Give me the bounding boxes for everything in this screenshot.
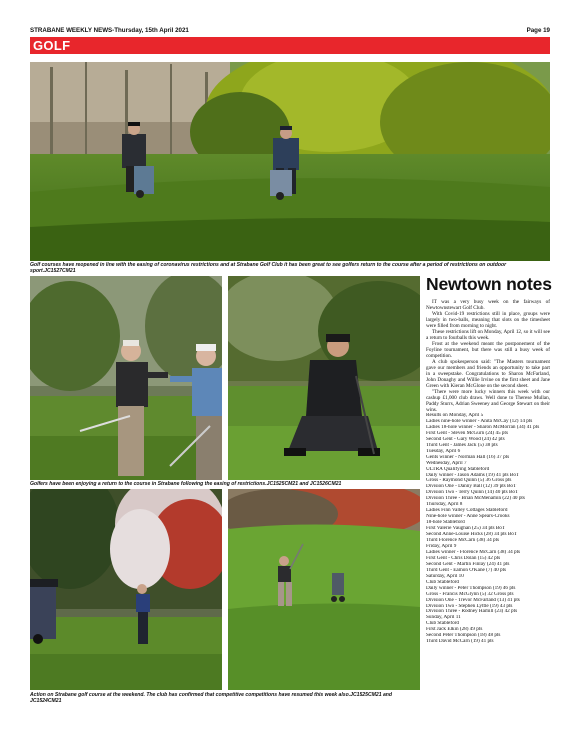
article-headline: Newtown notes (426, 274, 552, 294)
result-line: Division Two - Terry Quinn (14) 40 pts BoT (426, 490, 519, 496)
result-line: Club Stableford (426, 579, 459, 585)
article-paragraph: With Covid-19 restrictions still in place, groups were largely in two-balls, meaning that slots on the timesheet were filled from morning to night. (426, 311, 550, 329)
photo-swinging-golfer (228, 489, 420, 690)
result-line: Tuesday, April 6 (426, 448, 461, 454)
result-line: Nine-hole winner - Anne Spears-Crooks (426, 514, 510, 520)
result-line: Sunday, April 11 (426, 615, 461, 621)
article-paragraph: These restrictions lift on Monday, April 12, so it will see a return to fourballs this week. (426, 329, 550, 341)
photo-swinging-golfer-image (228, 489, 420, 690)
results-list (426, 413, 550, 645)
page-number: Page 19 (526, 27, 550, 34)
result-line: Results on Monday, April 5 (426, 413, 484, 418)
result-line: First Valerie Vaughan (25) 34 pts BoT (426, 526, 506, 532)
caption-top: Golf courses have reopened in line with the easing of coronavirus restrictions and at Strabane Golf Club it has been great to see golfers return to the course after a period of restrictions on outdoor sport.JC1527CM21 (30, 262, 507, 275)
result-line: Division Three - Rodney Hamill (23) 42 pts (426, 609, 518, 615)
article-paragraph: A club spokesperson said: "The Masters tournament gave our members and friends an opportunity to take part in a sweepstake. Congratulations to Sharon McFarland, John Donaghy and Willie Irvine on the first sheet and Jane Green with Kieran McGlone on the second sheet. (426, 359, 550, 389)
result-line: Friday, April 9 (426, 543, 457, 549)
photo-top-golfers (30, 62, 550, 261)
result-line: Division One - Danny Ball (12) 39 pts BoT (426, 484, 517, 490)
result-line: Second Peter Thompson (18) 48 pts (426, 633, 501, 639)
section-title: GOLF (33, 38, 71, 53)
photo-blossom-golfer-image (30, 489, 222, 690)
photo-crouching-golfer (228, 276, 420, 480)
result-line: Ladies 18-hole winner - Sharon McMorran (34) 41 pts (426, 424, 540, 430)
result-line: Ladies nine-hole winner - Anita McCay (12) 14 pts (426, 418, 533, 424)
photo-blossom-golfer (30, 489, 222, 690)
photo-crouching-golfer-image (228, 276, 420, 480)
caption-bottom: Action on Strabane golf course at the weekend. The club has confirmed that competitive competitions have resumed this week also.JC1525CM21 and JC1524CM21 (30, 692, 393, 705)
result-line: Third David McCarn (19) 41 pts (426, 639, 494, 645)
result-line: First Jack Elkin (28) 49 pts (426, 627, 483, 633)
result-line: ULTRA Qualifying Stableford (426, 466, 490, 472)
result-line: First Gent - Chris Dolan (15) 42 pts (426, 555, 501, 561)
section-bar (30, 37, 550, 54)
article-paragraph: Frost at the weekend meant the postponement of the Foyline tournament, but there was still a busy week of competition. (426, 341, 550, 359)
result-line: Second Anne-Louise Hicks (28) 34 pts BoT (426, 532, 518, 538)
result-line: Third Gent - James Jack (5) 38 pts (426, 442, 498, 448)
result-line: Ladies Finn Valley Cottages Stableford (426, 508, 508, 514)
photo-fist-bump-image (30, 276, 222, 480)
result-line: 18-hole Stableford (426, 520, 465, 526)
caption-middle: Golfers have been enjoying a return to the course in Strabane following the easing of restrictions.JC1525CM21 and JC1526CM21 (30, 481, 342, 487)
result-line: Wednesday, April 7 (426, 460, 467, 466)
result-line: Division Three - Brian McMenamin (22) 40 pts (426, 496, 525, 502)
result-line: Second Gent - Martin Finlay (24) 41 pts (426, 561, 510, 567)
photo-fist-bump (30, 276, 222, 480)
result-line: Second Gent - Gary Wood (24) 42 pts (426, 436, 505, 442)
result-line: Third Florence McCarn (38) 34 pts (426, 538, 500, 544)
result-line: Third Gent - Eamon O'Kane (7) 40 pts (426, 567, 507, 573)
result-line: Gross - Francis McGlynn (5) 32 Gross pts (426, 591, 514, 597)
result-line: Ladies winner - Florence McCarn (38) 34 pts (426, 549, 521, 555)
result-line: Daily winner - Jason Adams (19) 41 pts BoT (426, 472, 520, 478)
result-line: Saturday, April 10 (426, 573, 464, 579)
result-line: First Gent - Steven McGurn (24) 45 pts (426, 430, 508, 436)
result-line: Gents winner - Norman Hall (16) 37 pts (426, 454, 510, 460)
paper-date: STRABANE WEEKLY NEWS-Thursday, 15th April 2021 (30, 27, 189, 34)
article-newtown-notes (426, 274, 550, 645)
article-body (426, 299, 550, 413)
result-line: Club Stableford (426, 621, 459, 627)
page-header (30, 27, 550, 37)
photo-top-image (30, 62, 550, 261)
result-line: Thursday, April 8 (426, 502, 463, 508)
result-line: Daily winner - Peter Thompson (19) 46 pts (426, 585, 516, 591)
result-line: Division Two - Stephen Lyttle (19) 43 pts (426, 603, 513, 609)
result-line: Division One - Trevor McFarland (13) 41 pts (426, 597, 520, 603)
article-paragraph: IT was a very busy week on the fairways of Newtownstewart Golf Club. (426, 299, 550, 311)
result-line: Gross - Raymond Quinn (5) 36 Gross pts (426, 478, 512, 484)
article-paragraph: "There were more lucky winners this week with our cashup £1,000 club draws. Well done to Therese Mullan, Paddy Sturrs, Adrian Sweeney and George Stewart on their wins. (426, 389, 550, 413)
